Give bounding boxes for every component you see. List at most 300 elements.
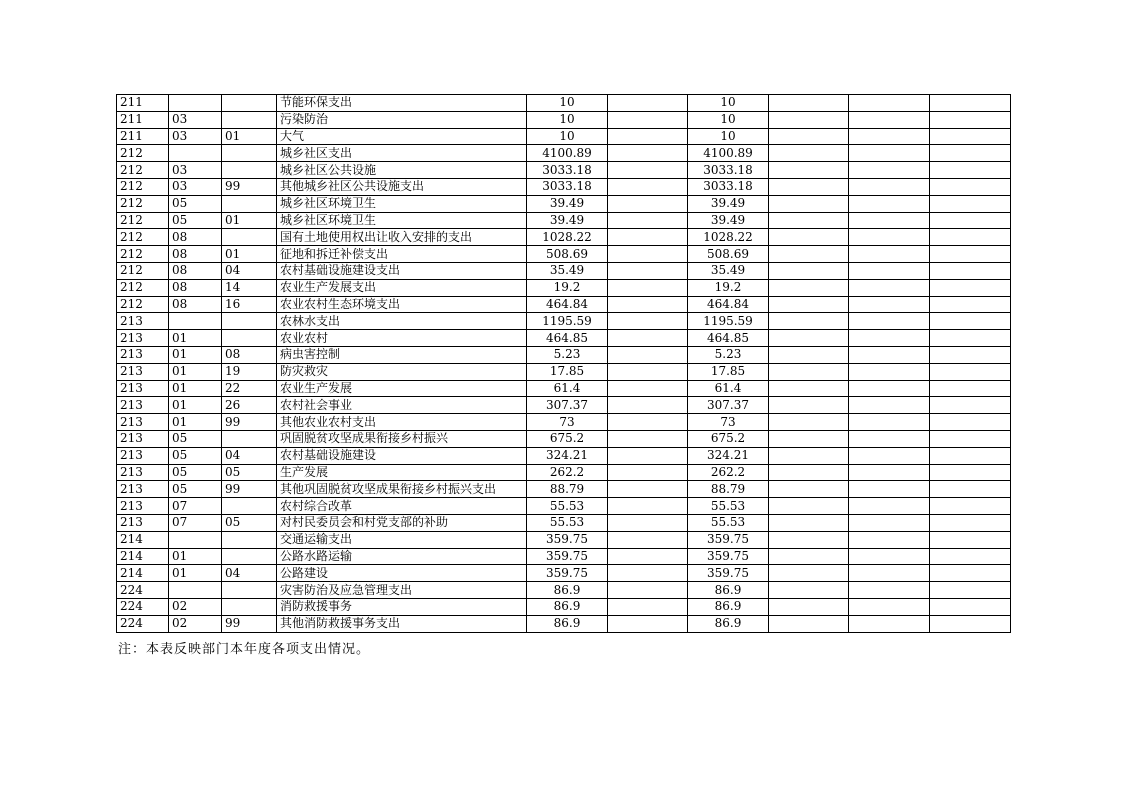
section-code-cell: 01 (169, 346, 222, 363)
subject-name-cell: 其他城乡社区公共设施支出 (277, 178, 527, 195)
project-expense-cell: 55.53 (688, 514, 769, 531)
section-code-cell: 08 (169, 246, 222, 263)
section-code-cell: 01 (169, 565, 222, 582)
expenditure-table (116, 94, 1011, 633)
table-row (117, 178, 1011, 195)
col-9-cell (849, 464, 930, 481)
basic-expense-cell (608, 498, 688, 515)
class-code-cell: 213 (117, 414, 169, 431)
item-code-cell (222, 498, 277, 515)
subject-name-cell: 国有土地使用权出让收入安排的支出 (277, 229, 527, 246)
col-10-cell (930, 145, 1011, 162)
section-code-cell: 05 (169, 447, 222, 464)
subject-name-cell: 城乡社区支出 (277, 145, 527, 162)
table-row (117, 330, 1011, 347)
class-code-cell: 213 (117, 363, 169, 380)
table-row (117, 565, 1011, 582)
basic-expense-cell (608, 162, 688, 179)
col-10-cell (930, 380, 1011, 397)
col-9-cell (849, 246, 930, 263)
total-amount-cell: 17.85 (527, 363, 608, 380)
table-row (117, 296, 1011, 313)
class-code-cell: 211 (117, 111, 169, 128)
col-8-cell (769, 246, 849, 263)
project-expense-cell: 61.4 (688, 380, 769, 397)
total-amount-cell: 86.9 (527, 582, 608, 599)
col-9-cell (849, 380, 930, 397)
total-amount-cell: 307.37 (527, 397, 608, 414)
class-code-cell: 213 (117, 313, 169, 330)
class-code-cell: 212 (117, 212, 169, 229)
project-expense-cell: 17.85 (688, 363, 769, 380)
subject-name-cell: 农业生产发展支出 (277, 279, 527, 296)
section-code-cell: 05 (169, 481, 222, 498)
class-code-cell: 212 (117, 296, 169, 313)
section-code-cell: 07 (169, 514, 222, 531)
col-9-cell (849, 598, 930, 615)
section-code-cell: 03 (169, 178, 222, 195)
col-10-cell (930, 162, 1011, 179)
class-code-cell: 212 (117, 162, 169, 179)
subject-name-cell: 对村民委员会和村党支部的补助 (277, 514, 527, 531)
section-code-cell: 01 (169, 397, 222, 414)
class-code-cell: 212 (117, 145, 169, 162)
col-9-cell (849, 548, 930, 565)
section-code-cell (169, 145, 222, 162)
section-code-cell: 02 (169, 615, 222, 632)
basic-expense-cell (608, 582, 688, 599)
total-amount-cell: 5.23 (527, 346, 608, 363)
col-9-cell (849, 430, 930, 447)
col-8-cell (769, 279, 849, 296)
item-code-cell: 26 (222, 397, 277, 414)
class-code-cell: 224 (117, 582, 169, 599)
col-8-cell (769, 162, 849, 179)
col-9-cell (849, 128, 930, 145)
basic-expense-cell (608, 178, 688, 195)
section-code-cell: 01 (169, 363, 222, 380)
col-9-cell (849, 582, 930, 599)
section-code-cell: 01 (169, 380, 222, 397)
class-code-cell: 213 (117, 498, 169, 515)
total-amount-cell: 86.9 (527, 615, 608, 632)
col-8-cell (769, 414, 849, 431)
project-expense-cell: 1195.59 (688, 313, 769, 330)
subject-name-cell: 巩固脱贫攻坚成果衔接乡村振兴 (277, 430, 527, 447)
project-expense-cell: 359.75 (688, 565, 769, 582)
table-row (117, 498, 1011, 515)
class-code-cell: 213 (117, 430, 169, 447)
col-8-cell (769, 615, 849, 632)
subject-name-cell: 其他消防救援事务支出 (277, 615, 527, 632)
project-expense-cell: 35.49 (688, 262, 769, 279)
item-code-cell: 16 (222, 296, 277, 313)
project-expense-cell: 73 (688, 414, 769, 431)
class-code-cell: 213 (117, 447, 169, 464)
item-code-cell: 99 (222, 414, 277, 431)
col-9-cell (849, 262, 930, 279)
class-code-cell: 211 (117, 95, 169, 112)
total-amount-cell: 4100.89 (527, 145, 608, 162)
total-amount-cell: 359.75 (527, 531, 608, 548)
total-amount-cell: 508.69 (527, 246, 608, 263)
section-code-cell: 01 (169, 330, 222, 347)
table-row (117, 246, 1011, 263)
project-expense-cell: 10 (688, 128, 769, 145)
item-code-cell (222, 582, 277, 599)
col-9-cell (849, 565, 930, 582)
subject-name-cell: 公路建设 (277, 565, 527, 582)
col-10-cell (930, 330, 1011, 347)
basic-expense-cell (608, 229, 688, 246)
basic-expense-cell (608, 615, 688, 632)
item-code-cell (222, 548, 277, 565)
table-row (117, 262, 1011, 279)
total-amount-cell: 61.4 (527, 380, 608, 397)
basic-expense-cell (608, 363, 688, 380)
item-code-cell: 05 (222, 514, 277, 531)
basic-expense-cell (608, 246, 688, 263)
project-expense-cell: 86.9 (688, 615, 769, 632)
col-10-cell (930, 212, 1011, 229)
project-expense-cell: 675.2 (688, 430, 769, 447)
class-code-cell: 213 (117, 464, 169, 481)
col-8-cell (769, 346, 849, 363)
project-expense-cell: 307.37 (688, 397, 769, 414)
col-8-cell (769, 313, 849, 330)
table-row (117, 514, 1011, 531)
table-row (117, 162, 1011, 179)
col-9-cell (849, 363, 930, 380)
col-9-cell (849, 95, 930, 112)
subject-name-cell: 节能环保支出 (277, 95, 527, 112)
table-row (117, 145, 1011, 162)
project-expense-cell: 359.75 (688, 531, 769, 548)
col-10-cell (930, 598, 1011, 615)
class-code-cell: 213 (117, 397, 169, 414)
col-9-cell (849, 195, 930, 212)
col-8-cell (769, 582, 849, 599)
subject-name-cell: 农业农村生态环境支出 (277, 296, 527, 313)
basic-expense-cell (608, 313, 688, 330)
project-expense-cell: 3033.18 (688, 162, 769, 179)
subject-name-cell: 公路水路运输 (277, 548, 527, 565)
project-expense-cell: 55.53 (688, 498, 769, 515)
section-code-cell: 02 (169, 598, 222, 615)
col-8-cell (769, 212, 849, 229)
total-amount-cell: 19.2 (527, 279, 608, 296)
col-9-cell (849, 447, 930, 464)
item-code-cell (222, 598, 277, 615)
section-code-cell: 08 (169, 296, 222, 313)
col-9-cell (849, 111, 930, 128)
total-amount-cell: 73 (527, 414, 608, 431)
col-10-cell (930, 514, 1011, 531)
item-code-cell (222, 330, 277, 347)
table-row (117, 531, 1011, 548)
table-row (117, 414, 1011, 431)
col-9-cell (849, 514, 930, 531)
table-row (117, 430, 1011, 447)
table-row (117, 615, 1011, 632)
col-9-cell (849, 279, 930, 296)
col-8-cell (769, 380, 849, 397)
total-amount-cell: 3033.18 (527, 178, 608, 195)
col-8-cell (769, 514, 849, 531)
section-code-cell (169, 531, 222, 548)
subject-name-cell: 其他巩固脱贫攻坚成果衔接乡村振兴支出 (277, 481, 527, 498)
class-code-cell: 213 (117, 380, 169, 397)
table-row (117, 397, 1011, 414)
col-10-cell (930, 548, 1011, 565)
basic-expense-cell (608, 262, 688, 279)
basic-expense-cell (608, 414, 688, 431)
project-expense-cell: 4100.89 (688, 145, 769, 162)
class-code-cell: 212 (117, 178, 169, 195)
total-amount-cell: 35.49 (527, 262, 608, 279)
col-8-cell (769, 430, 849, 447)
item-code-cell: 04 (222, 565, 277, 582)
item-code-cell (222, 313, 277, 330)
total-amount-cell: 39.49 (527, 212, 608, 229)
col-9-cell (849, 330, 930, 347)
subject-name-cell: 其他农业农村支出 (277, 414, 527, 431)
col-10-cell (930, 279, 1011, 296)
basic-expense-cell (608, 447, 688, 464)
section-code-cell: 05 (169, 212, 222, 229)
subject-name-cell: 病虫害控制 (277, 346, 527, 363)
col-8-cell (769, 565, 849, 582)
subject-name-cell: 大气 (277, 128, 527, 145)
project-expense-cell: 10 (688, 111, 769, 128)
col-8-cell (769, 145, 849, 162)
col-8-cell (769, 464, 849, 481)
class-code-cell: 212 (117, 229, 169, 246)
subject-name-cell: 农村基础设施建设支出 (277, 262, 527, 279)
table-row (117, 380, 1011, 397)
col-10-cell (930, 262, 1011, 279)
class-code-cell: 214 (117, 565, 169, 582)
basic-expense-cell (608, 330, 688, 347)
subject-name-cell: 农村基础设施建设 (277, 447, 527, 464)
project-expense-cell: 10 (688, 95, 769, 112)
basic-expense-cell (608, 565, 688, 582)
total-amount-cell: 324.21 (527, 447, 608, 464)
col-9-cell (849, 313, 930, 330)
section-code-cell: 03 (169, 111, 222, 128)
section-code-cell: 01 (169, 414, 222, 431)
col-9-cell (849, 615, 930, 632)
section-code-cell: 08 (169, 229, 222, 246)
item-code-cell (222, 162, 277, 179)
col-9-cell (849, 145, 930, 162)
col-9-cell (849, 481, 930, 498)
section-code-cell: 03 (169, 162, 222, 179)
basic-expense-cell (608, 346, 688, 363)
item-code-cell (222, 195, 277, 212)
total-amount-cell: 10 (527, 95, 608, 112)
col-8-cell (769, 330, 849, 347)
project-expense-cell: 508.69 (688, 246, 769, 263)
col-9-cell (849, 296, 930, 313)
col-10-cell (930, 195, 1011, 212)
col-8-cell (769, 498, 849, 515)
table-row (117, 481, 1011, 498)
class-code-cell: 211 (117, 128, 169, 145)
class-code-cell: 224 (117, 615, 169, 632)
col-10-cell (930, 615, 1011, 632)
class-code-cell: 212 (117, 279, 169, 296)
subject-name-cell: 消防救援事务 (277, 598, 527, 615)
project-expense-cell: 1028.22 (688, 229, 769, 246)
table-row (117, 212, 1011, 229)
project-expense-cell: 464.85 (688, 330, 769, 347)
col-10-cell (930, 229, 1011, 246)
total-amount-cell: 359.75 (527, 565, 608, 582)
total-amount-cell: 675.2 (527, 430, 608, 447)
col-9-cell (849, 397, 930, 414)
project-expense-cell: 5.23 (688, 346, 769, 363)
col-10-cell (930, 430, 1011, 447)
item-code-cell: 99 (222, 615, 277, 632)
basic-expense-cell (608, 212, 688, 229)
subject-name-cell: 农村综合改革 (277, 498, 527, 515)
item-code-cell (222, 111, 277, 128)
subject-name-cell: 城乡社区环境卫生 (277, 212, 527, 229)
col-10-cell (930, 95, 1011, 112)
col-10-cell (930, 582, 1011, 599)
project-expense-cell: 464.84 (688, 296, 769, 313)
col-8-cell (769, 111, 849, 128)
col-10-cell (930, 313, 1011, 330)
project-expense-cell: 39.49 (688, 195, 769, 212)
col-8-cell (769, 296, 849, 313)
item-code-cell (222, 145, 277, 162)
table-row (117, 598, 1011, 615)
table-row (117, 464, 1011, 481)
subject-name-cell: 防灾救灾 (277, 363, 527, 380)
class-code-cell: 214 (117, 531, 169, 548)
item-code-cell: 01 (222, 212, 277, 229)
basic-expense-cell (608, 548, 688, 565)
section-code-cell: 05 (169, 195, 222, 212)
col-8-cell (769, 262, 849, 279)
table-row (117, 195, 1011, 212)
subject-name-cell: 农业农村 (277, 330, 527, 347)
subject-name-cell: 城乡社区公共设施 (277, 162, 527, 179)
item-code-cell (222, 95, 277, 112)
item-code-cell: 04 (222, 447, 277, 464)
class-code-cell: 213 (117, 346, 169, 363)
basic-expense-cell (608, 531, 688, 548)
col-10-cell (930, 363, 1011, 380)
col-10-cell (930, 414, 1011, 431)
col-8-cell (769, 229, 849, 246)
subject-name-cell: 农业生产发展 (277, 380, 527, 397)
col-10-cell (930, 481, 1011, 498)
col-9-cell (849, 162, 930, 179)
item-code-cell: 99 (222, 481, 277, 498)
basic-expense-cell (608, 514, 688, 531)
project-expense-cell: 359.75 (688, 548, 769, 565)
basic-expense-cell (608, 195, 688, 212)
section-code-cell: 05 (169, 464, 222, 481)
item-code-cell: 14 (222, 279, 277, 296)
col-8-cell (769, 397, 849, 414)
basic-expense-cell (608, 128, 688, 145)
subject-name-cell: 农林水支出 (277, 313, 527, 330)
col-10-cell (930, 447, 1011, 464)
section-code-cell: 03 (169, 128, 222, 145)
section-code-cell: 08 (169, 279, 222, 296)
col-8-cell (769, 363, 849, 380)
total-amount-cell: 359.75 (527, 548, 608, 565)
item-code-cell: 99 (222, 178, 277, 195)
col-9-cell (849, 346, 930, 363)
table-body (117, 95, 1011, 633)
col-10-cell (930, 531, 1011, 548)
total-amount-cell: 39.49 (527, 195, 608, 212)
table-row (117, 346, 1011, 363)
col-9-cell (849, 414, 930, 431)
table-row (117, 128, 1011, 145)
class-code-cell: 224 (117, 598, 169, 615)
basic-expense-cell (608, 464, 688, 481)
col-8-cell (769, 481, 849, 498)
total-amount-cell: 55.53 (527, 498, 608, 515)
table-row (117, 582, 1011, 599)
basic-expense-cell (608, 296, 688, 313)
project-expense-cell: 262.2 (688, 464, 769, 481)
total-amount-cell: 55.53 (527, 514, 608, 531)
item-code-cell: 05 (222, 464, 277, 481)
class-code-cell: 213 (117, 514, 169, 531)
basic-expense-cell (608, 111, 688, 128)
item-code-cell: 04 (222, 262, 277, 279)
total-amount-cell: 262.2 (527, 464, 608, 481)
class-code-cell: 212 (117, 262, 169, 279)
col-10-cell (930, 128, 1011, 145)
subject-name-cell: 生产发展 (277, 464, 527, 481)
table-row (117, 95, 1011, 112)
basic-expense-cell (608, 397, 688, 414)
col-10-cell (930, 178, 1011, 195)
project-expense-cell: 324.21 (688, 447, 769, 464)
col-10-cell (930, 346, 1011, 363)
col-9-cell (849, 178, 930, 195)
project-expense-cell: 86.9 (688, 598, 769, 615)
class-code-cell: 212 (117, 195, 169, 212)
table-row (117, 548, 1011, 565)
total-amount-cell: 3033.18 (527, 162, 608, 179)
basic-expense-cell (608, 145, 688, 162)
table-row (117, 313, 1011, 330)
col-10-cell (930, 565, 1011, 582)
subject-name-cell: 交通运输支出 (277, 531, 527, 548)
subject-name-cell: 污染防治 (277, 111, 527, 128)
section-code-cell (169, 95, 222, 112)
col-8-cell (769, 195, 849, 212)
section-code-cell: 05 (169, 430, 222, 447)
col-9-cell (849, 498, 930, 515)
project-expense-cell: 39.49 (688, 212, 769, 229)
basic-expense-cell (608, 380, 688, 397)
col-10-cell (930, 111, 1011, 128)
subject-name-cell: 城乡社区环境卫生 (277, 195, 527, 212)
total-amount-cell: 1028.22 (527, 229, 608, 246)
class-code-cell: 213 (117, 330, 169, 347)
col-10-cell (930, 397, 1011, 414)
